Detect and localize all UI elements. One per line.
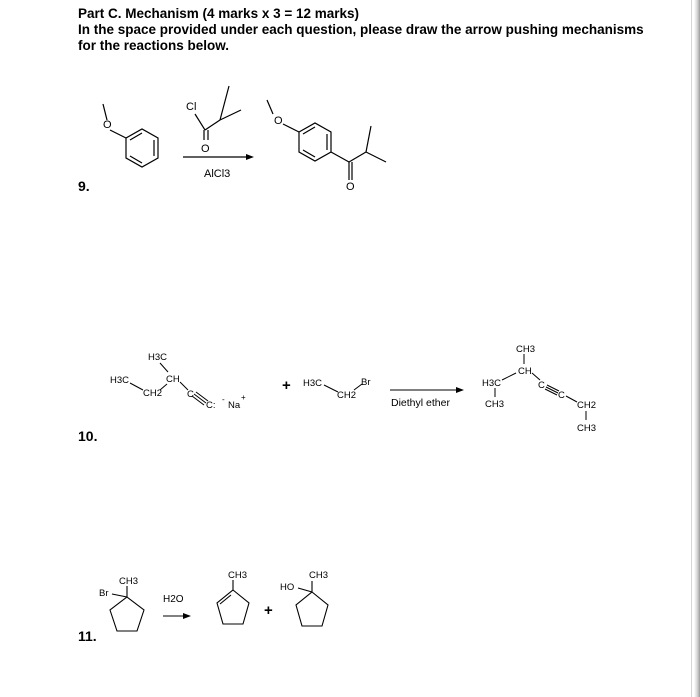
- p1-ch3: CH3: [228, 570, 248, 581]
- question-9-number: 9.: [78, 178, 90, 194]
- question-9-reaction: [0, 80, 700, 210]
- p-c1: C: [538, 380, 545, 391]
- acyl-chloride-structure: [186, 86, 241, 155]
- r2-ch2: CH2: [337, 390, 357, 401]
- p2-ch3: CH3: [309, 570, 329, 581]
- product-structure: [482, 344, 596, 434]
- r-ch3: CH3: [119, 576, 139, 587]
- r-br: Br: [99, 588, 109, 599]
- plus-sign: +: [282, 377, 291, 394]
- reagent-label: H2O: [163, 594, 184, 605]
- anisole-structure: [103, 104, 158, 167]
- r1-c-anion: C:: [206, 400, 216, 411]
- reagent-label: AlCl3: [204, 168, 231, 180]
- question-10-reaction: [0, 330, 700, 440]
- reactant-2-structure: [303, 377, 371, 401]
- r1-h3c-top: H3C: [148, 352, 168, 363]
- instructions-line-1: In the space provided under each question, please draw the arrow pushing mechanisms: [78, 22, 644, 37]
- product-structure: [267, 100, 386, 193]
- product-2-structure: [280, 570, 328, 626]
- r2-br: Br: [361, 377, 371, 388]
- r1-c: C: [187, 389, 194, 400]
- svg-text:-: -: [222, 395, 225, 404]
- p-ch2: CH2: [577, 400, 597, 411]
- page-edge-shadow: [694, 0, 700, 697]
- cl-label: Cl: [186, 101, 197, 113]
- p-ch3-right: CH3: [577, 423, 597, 434]
- page-edge-line: [691, 0, 692, 697]
- reactant-1-structure: [110, 352, 246, 411]
- question-10-number: 10.: [78, 428, 98, 444]
- instructions-line-2: for the reactions below.: [78, 38, 230, 53]
- p-ch3-left: CH3: [485, 399, 505, 410]
- p2-ho: HO: [280, 582, 295, 593]
- carbonyl-o-label: O: [201, 143, 210, 155]
- p-h3c: H3C: [482, 378, 502, 389]
- product-1-structure: [217, 570, 249, 624]
- p-c2: C: [558, 390, 565, 401]
- r1-na: Na: [228, 400, 241, 411]
- r2-h3c: H3C: [303, 378, 323, 389]
- reagent-label: Diethyl ether: [391, 397, 450, 409]
- r1-h3c: H3C: [110, 375, 130, 386]
- p-ch: CH: [518, 366, 532, 377]
- anisole-o-label: O: [103, 119, 112, 131]
- ketone-o-label: O: [346, 181, 355, 193]
- section-header: [78, 6, 668, 54]
- product-o-label: O: [274, 115, 283, 127]
- r1-ch: CH: [166, 374, 180, 385]
- reactant-structure: [99, 576, 144, 631]
- question-11-reaction: [0, 560, 700, 670]
- r1-ch2: CH2: [143, 388, 163, 399]
- section-title: Part C. Mechanism (4 marks x 3 = 12 marks): [78, 6, 360, 21]
- plus-sign: +: [264, 602, 273, 619]
- question-11-number: 11.: [78, 628, 97, 644]
- p-ch3-top: CH3: [516, 344, 536, 355]
- svg-text:+: +: [241, 393, 246, 402]
